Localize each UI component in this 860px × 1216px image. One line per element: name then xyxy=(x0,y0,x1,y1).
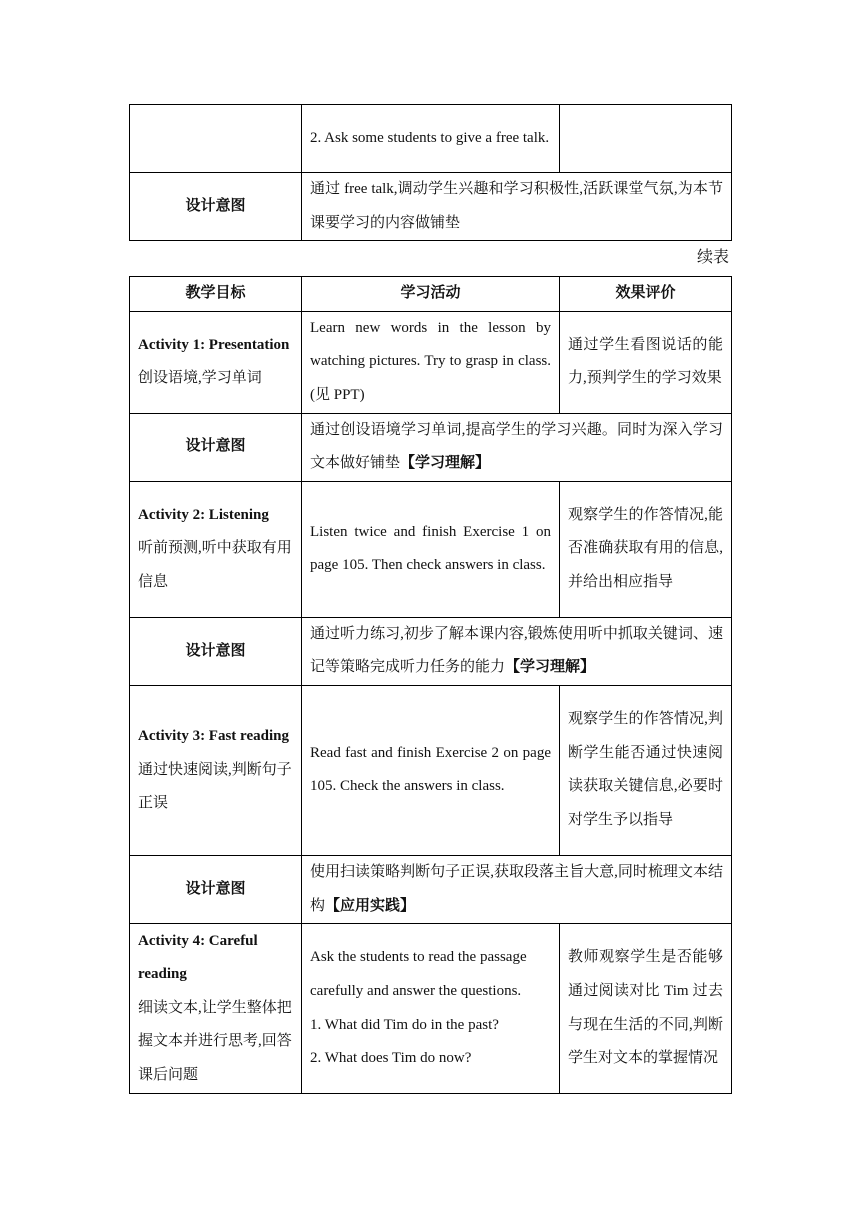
design-intent-tag: 【学习理解】 xyxy=(400,455,491,472)
empty-cell xyxy=(130,105,302,173)
design-intent-tag: 【学习理解】 xyxy=(505,659,596,676)
design-intent-label: 设计意图 xyxy=(130,855,302,923)
design-intent-label: 设计意图 xyxy=(130,173,302,241)
design-intent-text xyxy=(302,617,732,685)
activity-cell: Listen twice and finish Exercise 1 on page 105. Then check answers in class. xyxy=(302,481,560,617)
goal-cell xyxy=(130,311,302,413)
activity-cell: 2. Ask some students to give a free talk. xyxy=(302,105,560,173)
question-2: 2. What does Tim do now? xyxy=(310,1050,472,1067)
table-row xyxy=(130,924,732,1094)
design-intent-body: 使用扫读策略判断句子正误,获取段落主旨大意,同时梳理文本结构 xyxy=(310,863,723,914)
table-row xyxy=(130,481,732,617)
continued-label: 续表 xyxy=(697,249,730,266)
question-1: 1. What did Tim do in the past? xyxy=(310,1016,499,1033)
design-intent-body: 通过创设语境学习单词,提高学生的学习兴趣。同时为深入学习文本做好铺垫 xyxy=(310,421,723,472)
activity-title: Activity 4: Careful reading xyxy=(138,932,258,983)
activity-instructions: Ask the students to read the passage carefully and answer the questions. xyxy=(310,949,527,1000)
design-intent-body: 通过听力练习,初步了解本课内容,锻炼使用听中抓取关键词、速记等策略完成听力任务的能力 xyxy=(310,625,723,676)
empty-cell xyxy=(560,105,732,173)
goal-cell xyxy=(130,924,302,1094)
activity-title: Activity 3: Fast reading xyxy=(138,728,289,745)
activity-title: Activity 2: Listening xyxy=(138,506,269,523)
design-intent-text: 通过 free talk,调动学生兴趣和学习积极性,活跃课堂气氛,为本节课要学习的内容做铺垫 xyxy=(302,173,732,241)
activity-cell xyxy=(302,924,560,1094)
header-activity: 学习活动 xyxy=(302,277,560,312)
evaluation-cell: 通过学生看图说话的能力,预判学生的学习效果 xyxy=(560,311,732,413)
table-row xyxy=(130,413,732,481)
activity-subtitle: 通过快速阅读,判断句子正误 xyxy=(138,761,292,812)
activity-subtitle: 听前预测,听中获取有用信息 xyxy=(138,540,292,591)
top-table xyxy=(129,104,732,241)
main-table xyxy=(129,276,732,1094)
activity-cell: Read fast and finish Exercise 2 on page 105. Check the answers in class. xyxy=(302,685,560,855)
design-intent-label: 设计意图 xyxy=(130,617,302,685)
table-row xyxy=(130,685,732,855)
table-row xyxy=(130,173,732,241)
design-intent-label: 设计意图 xyxy=(130,413,302,481)
activity-cell: Learn new words in the lesson by watching pictures. Try to grasp in class.(见 PPT) xyxy=(302,311,560,413)
header-goal: 教学目标 xyxy=(130,277,302,312)
evaluation-cell: 观察学生的作答情况,能否准确获取有用的信息,并给出相应指导 xyxy=(560,481,732,617)
design-intent-text xyxy=(302,855,732,923)
activity-subtitle: 创设语境,学习单词 xyxy=(138,370,262,387)
table-row xyxy=(130,617,732,685)
design-intent-tag: 【应用实践】 xyxy=(325,897,416,914)
evaluation-cell: 观察学生的作答情况,判断学生能否通过快速阅读获取关键信息,必要时对学生予以指导 xyxy=(560,685,732,855)
activity-subtitle: 细读文本,让学生整体把握文本并进行思考,回答课后问题 xyxy=(138,999,292,1084)
design-intent-text xyxy=(302,413,732,481)
goal-cell xyxy=(130,685,302,855)
table-row xyxy=(130,105,732,173)
evaluation-cell: 教师观察学生是否能够通过阅读对比 Tim 过去与现在生活的不同,判断学生对文本的掌握情况 xyxy=(560,924,732,1094)
activity-title: Activity 1: Presentation xyxy=(138,336,290,353)
table-row xyxy=(130,855,732,923)
header-evaluation: 效果评价 xyxy=(560,277,732,312)
header-row xyxy=(130,277,732,312)
table-row xyxy=(130,311,732,413)
goal-cell xyxy=(130,481,302,617)
